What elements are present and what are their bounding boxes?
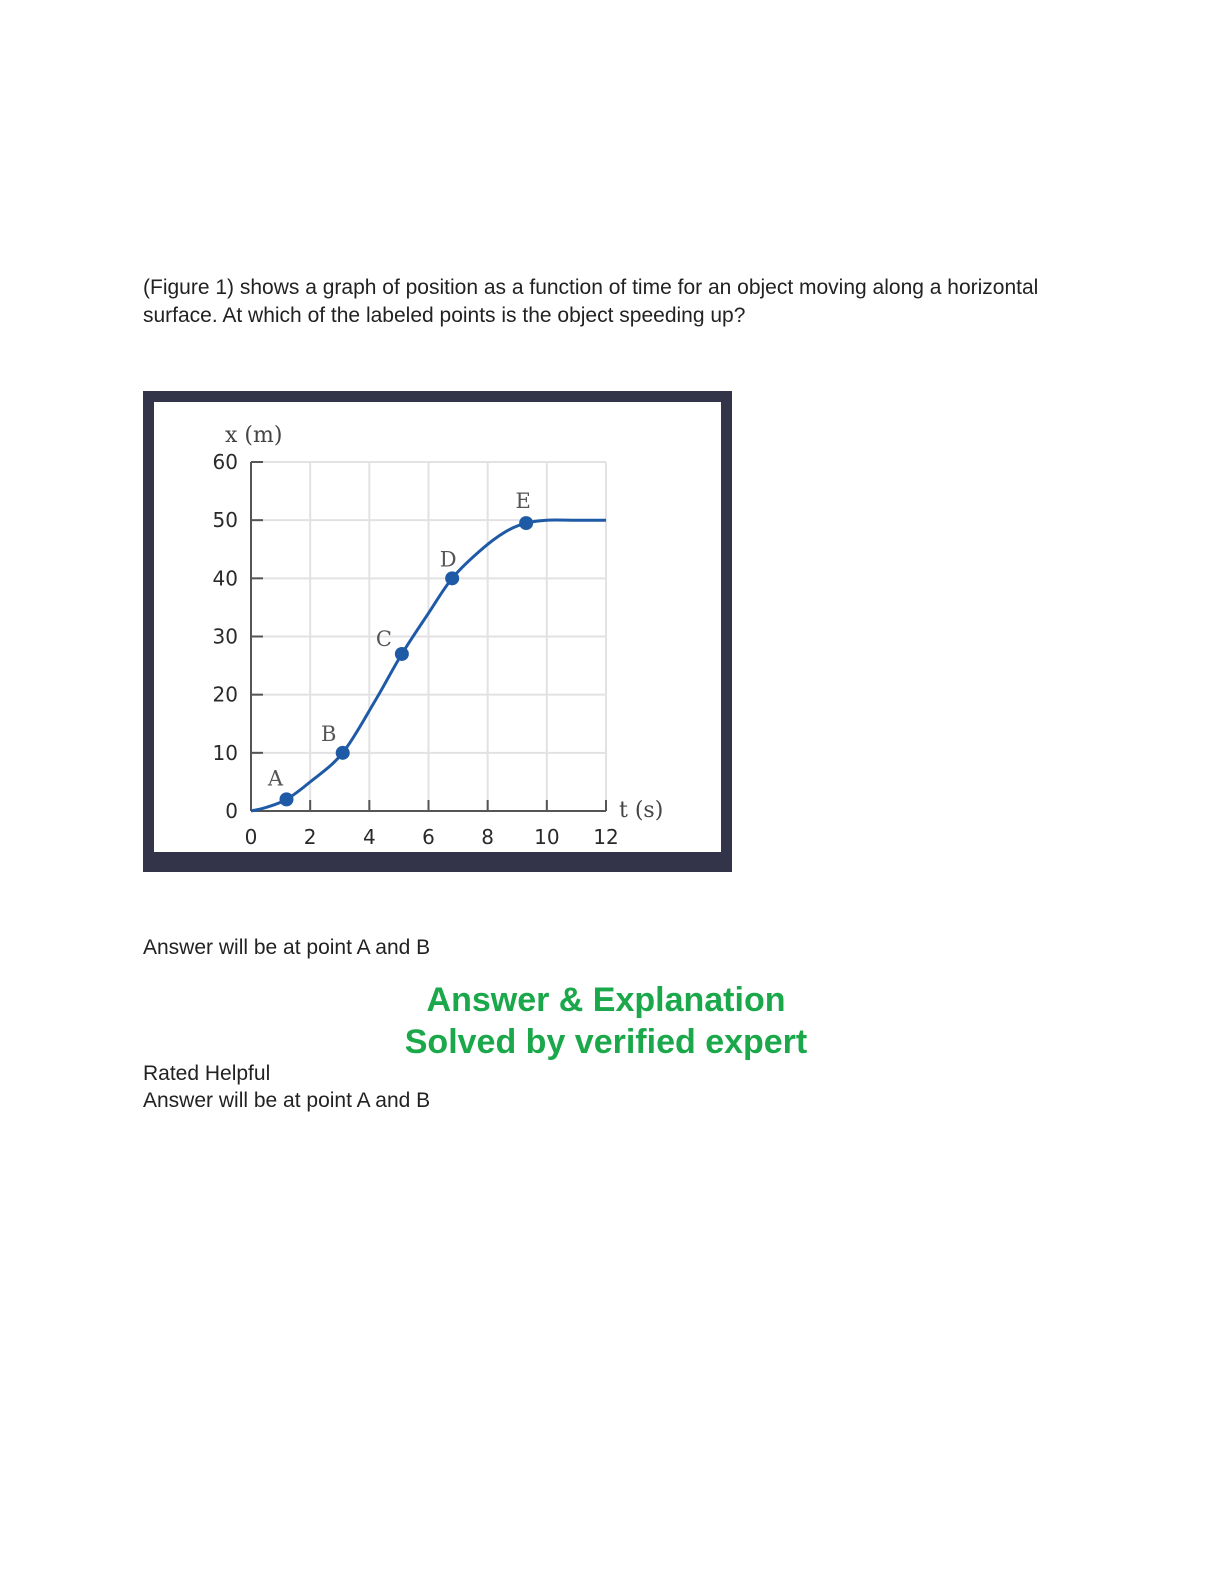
point-d-label: D: [439, 547, 457, 572]
rated-helpful-label: Rated Helpful: [143, 1062, 271, 1085]
y-tick-label: 0: [225, 799, 238, 823]
question-text: (Figure 1) shows a graph of position as a function of time for an object moving along a horizontal surface. At which of the labeled points is the object speeding up?: [143, 276, 1039, 327]
point-e-label: E: [515, 489, 531, 514]
point-c-marker: [395, 647, 409, 661]
point-e-marker: [519, 516, 533, 530]
y-tick-label: 20: [212, 682, 238, 707]
x-tick-label: 4: [362, 825, 376, 849]
answer-text: Answer will be at point A and B: [143, 936, 431, 959]
y-tick-label: 30: [212, 624, 238, 649]
point-c-label: C: [375, 626, 392, 651]
position-time-chart: [154, 402, 721, 852]
x-tick-label: 0: [244, 825, 258, 849]
point-b-label: B: [320, 721, 337, 746]
figure-frame: [143, 391, 732, 872]
x-tick-label: 6: [422, 825, 435, 849]
x-tick-label: 10: [534, 825, 560, 849]
point-b-marker: [336, 746, 350, 760]
x-tick-label: 12: [593, 825, 619, 849]
point-a-label: A: [267, 766, 284, 791]
point-a-marker: [280, 792, 294, 806]
y-axis-title: x (m): [225, 423, 283, 448]
y-tick-label: 50: [212, 508, 238, 533]
heading-answer-explanation: Answer & Explanation: [426, 981, 786, 1019]
point-d-marker: [445, 571, 459, 585]
y-tick-label: 40: [212, 566, 238, 591]
x-tick-label: 2: [303, 825, 317, 849]
answer-repeat-text: Answer will be at point A and B: [143, 1089, 431, 1112]
heading-verified-expert: Solved by verified expert: [404, 1023, 808, 1061]
y-tick-label: 60: [212, 450, 238, 474]
figure-canvas: [154, 402, 721, 852]
y-tick-label: 10: [212, 740, 238, 765]
x-axis-title: t (s): [619, 798, 664, 823]
x-tick-label: 8: [481, 825, 495, 849]
